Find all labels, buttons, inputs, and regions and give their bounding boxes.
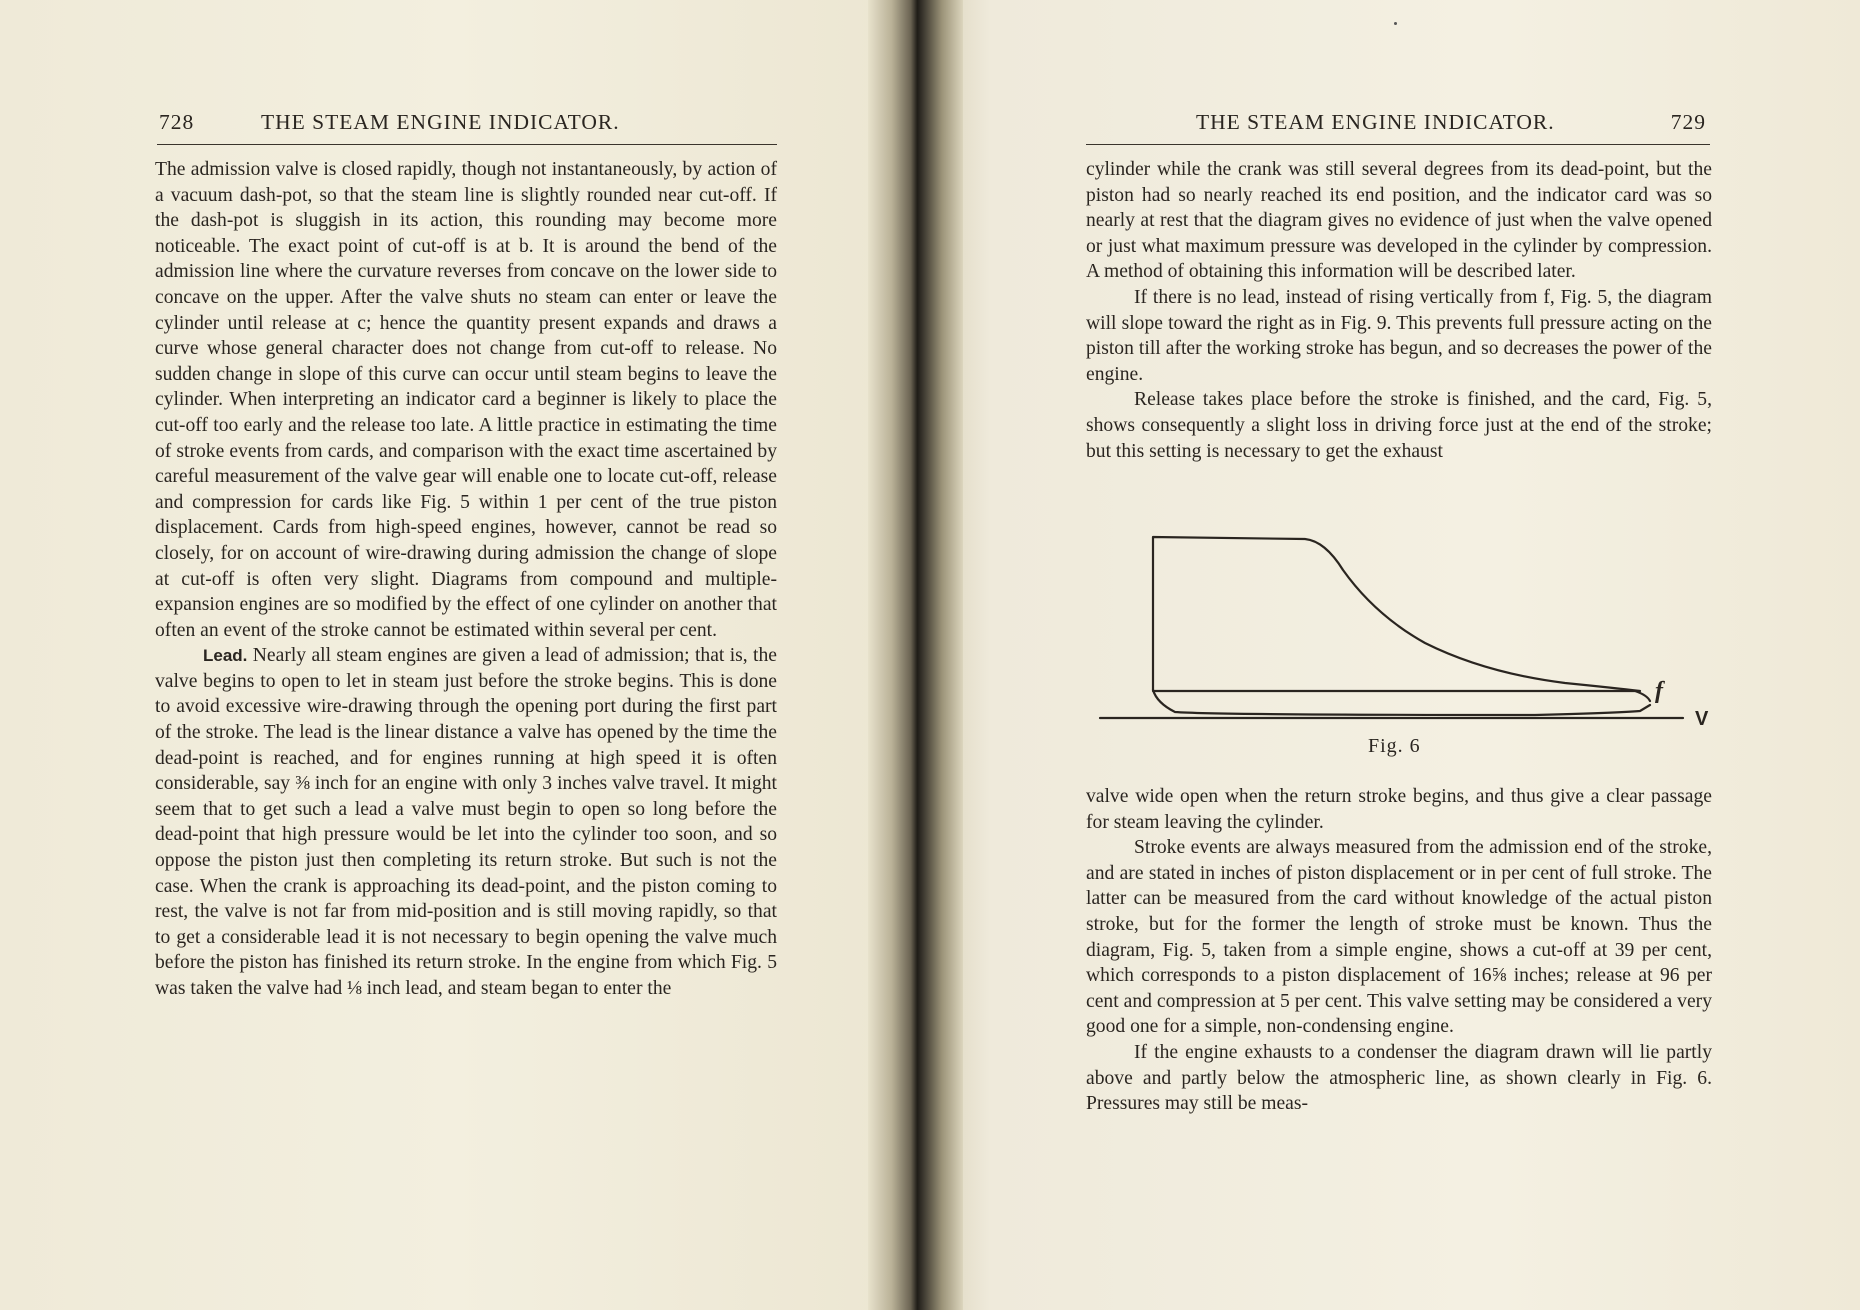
indicator-diagram-figure: [1095, 515, 1715, 765]
right-paragraph-5: Stroke events are always measured from the admission end of the stroke, and are stated in inches of piston displacement or in per cent of full stroke. The latter can be measured from the card without knowledge of the actual piston stroke, but for the former the length of stroke must be known. Thus the diagram, Fig. 5, taken from a simple engine, shows a cut-off at 39 per cent, which corresponds to a piston displacement of 16⅝ inches; release at 96 per cent and compression at 5 per cent. This valve setting may be considered a very good one for a simple, non-condensing engine.: [1086, 837, 1712, 1038]
right-running-title: THE STEAM ENGINE INDICATOR.: [1196, 110, 1555, 134]
paper-speck: [1394, 22, 1397, 25]
left-page-number: 728: [159, 110, 195, 134]
exhaust-line: [1153, 690, 1650, 715]
figure-caption: Fig. 6: [1368, 735, 1421, 757]
left-page-body: [155, 157, 777, 1002]
right-paragraph-3: Release takes place before the stroke is finished, and the card, Fig. 5, shows consequently a slight loss in driving force just at the end of the stroke; but this setting is necessary to get the exhaust: [1086, 389, 1712, 462]
right-page-body-bottom: [1086, 784, 1712, 1117]
book-gutter: [868, 0, 963, 1310]
expansion-curve: [1153, 537, 1640, 691]
right-paragraph-1: cylinder while the crank was still several degrees from its dead-point, but the piston had so nearly reached its end position, and the indicator card was so nearly at rest that the diagram gives no evidence of just when the valve opened or just what maximum pressure was developed in the cylinder by compression. A method of obtaining this information will be described later.: [1086, 159, 1712, 283]
left-page-header: [157, 104, 777, 145]
figure-label-v: V: [1695, 708, 1709, 730]
compression-line: [1153, 691, 1650, 701]
figure-label-f: f: [1655, 678, 1663, 704]
right-page-number: 729: [1670, 110, 1706, 134]
left-running-title: THE STEAM ENGINE INDICATOR.: [261, 110, 620, 134]
right-paragraph-6: If the engine exhausts to a condenser the diagram drawn will lie partly above and partly below the atmospheric line, as shown clearly in Fig. 6. Pressures may still be meas-: [1086, 1041, 1712, 1115]
right-page-body-top: [1086, 157, 1712, 464]
right-paragraph-4: valve wide open when the return stroke begins, and thus give a clear passage for steam leaving the cylinder.: [1086, 786, 1712, 833]
right-page-header: [1086, 104, 1710, 145]
left-paragraph-1: The admission valve is closed rapidly, though not instantaneously, by action of a vacuum dash-pot, so that the steam line is slightly rounded near cut-off. If the dash-pot is sluggish in its action, this rounding may become more noticeable. The exact point of cut-off is at b. It is around the bend of the admission line where the curvature reverses from concave on the lower side to concave on the upper. After the valve shuts no steam can enter or leave the cylinder until release at c; hence the quantity present expands and draws a curve whose general character does not change from cut-off to release. No sudden change in slope of this curve can occur until steam begins to leave the cylinder. When interpreting an indicator card a beginner is likely to place the cut-off too early and the release too late. A little practice in estimating the time of stroke events from cards, and comparison with the exact time ascertained by careful measurement of the valve gear will enable one to locate cut-off, release and compression for cards like Fig. 5 within 1 per cent of the true piston displacement. Cards from high-speed engines, however, cannot be read so closely, for on account of wire-drawing during admission the change of slope at cut-off is often very slight. Diagrams from compound and multiple-expansion engines are so modified by the effect of one cylinder on another that often an event of the stroke cannot be estimated within several per cent.: [155, 159, 777, 641]
left-paragraph-2-text: Nearly all steam engines are given a lead of admission; that is, the valve begins to open to let in steam just before the stroke begins. This is done to avoid excessive wire-drawing through the opening port during the first part of the stroke. The lead is the linear distance a valve has opened by the time the dead-point is reached, and for engines running at high speed it is often considerable, say ⅜ inch for an engine with only 3 inches valve travel. It might seem that to get such a lead a valve must begin to open so long before the dead-point that high pressure would be let into the cylinder too soon, and so oppose the piston just then completing its return stroke. But such is not the case. When the crank is approaching its dead-point, and the piston coming to rest, the valve is not far from mid-position and is still moving rapidly, so that to get a considerable lead it is not necessary to begin opening the valve much before the piston has finished its return stroke. In the engine from which Fig. 5 was taken the valve had ⅛ inch lead, and steam began to enter the: [155, 645, 777, 999]
lead-heading: Lead.: [203, 646, 248, 666]
right-paragraph-2: If there is no lead, instead of rising vertically from f, Fig. 5, the diagram will slope toward the right as in Fig. 9. This prevents full pressure acting on the piston till after the working stroke has begun, and so decreases the power of the engine.: [1086, 286, 1712, 385]
left-paragraph-2: [155, 643, 777, 1001]
